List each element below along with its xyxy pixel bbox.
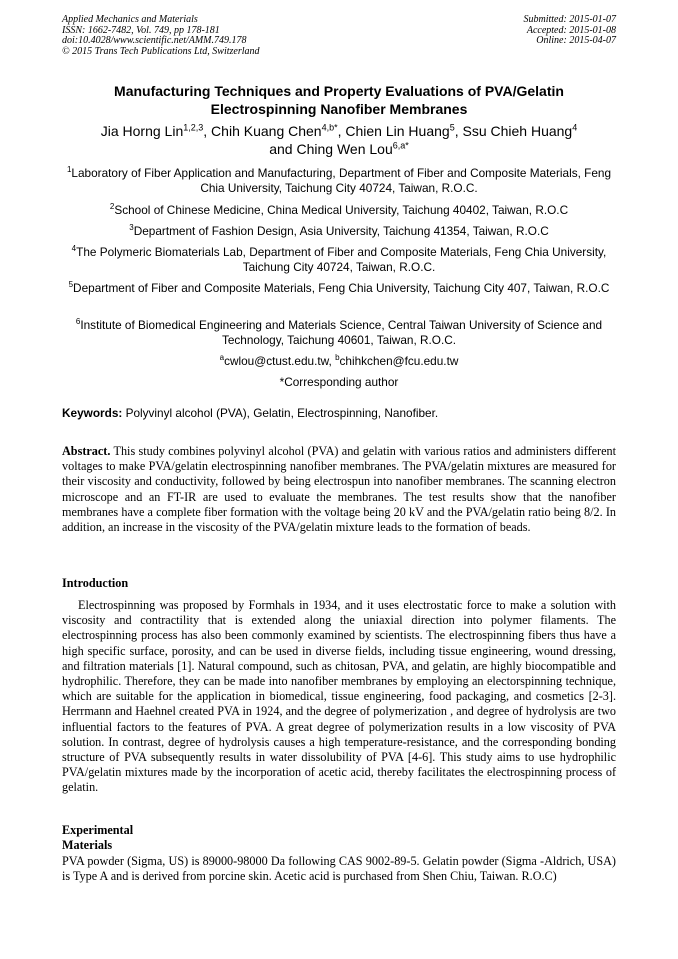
affil-sup: 6 xyxy=(75,317,81,327)
author-name: and Ching Wen Lou xyxy=(269,141,393,157)
author-affil-sup: 5 xyxy=(449,122,455,133)
author-list xyxy=(30,122,648,158)
experimental-heading: Experimental xyxy=(62,823,134,837)
author-name: , Ssu Chieh Huang xyxy=(454,123,573,139)
journal-name: Applied Mechanics and Materials xyxy=(62,14,198,25)
corresponding-author-note: *Corresponding author xyxy=(279,375,399,389)
introduction-heading: Introduction xyxy=(62,576,129,590)
journal-header-left xyxy=(62,15,260,57)
title-line-2: Electrospinning Nanofiber Membranes xyxy=(210,101,468,117)
author-name: , Chih Kuang Chen xyxy=(203,123,322,139)
affil-sup: 2 xyxy=(109,202,115,212)
email-line xyxy=(62,354,616,369)
author-name: Jia Horng Lin xyxy=(100,123,184,139)
authors-line-1 xyxy=(30,122,648,140)
materials-text: PVA powder (Sigma, US) is 89000-98000 Da following CAS 9002-89-5. Gelatin powder (Sigma -Aldrich, USA) is Type A and is derived from porcine skin. Acetic acid is purchased from Shen Chiu, Taiwan. R.O.C) xyxy=(62,854,616,884)
materials-subheading: Materials xyxy=(62,838,113,852)
abstract xyxy=(62,444,616,535)
keywords-label: Keywords: xyxy=(62,406,123,420)
affil-text: Department of Fiber and Composite Materials, Feng Chia University, Taichung City 407, Taiwan, R.O.C xyxy=(73,281,610,295)
affil-text: Institute of Biomedical Engineering and Materials Science, Central Taiwan University of Science and Technology, Taichung 40601, Taiwan, R.O.C. xyxy=(80,318,603,347)
affil-sup: 4 xyxy=(71,244,77,254)
abstract-text: This study combines polyvinyl alcohol (PVA) and gelatin with various ratios and administers different voltages to make PVA/gelatin electrospinning nanofiber membranes. The PVA/gelatin mixtures are measured for their viscosity and conductivity, followed by being electrospun into nanofiber membranes. The scanning electron microscope and an FT-IR are used to evaluate the membranes. The test results show that the nanofiber membranes have a complete fiber formation with the voltage being 20 kV and the PVA/gelatin ratio being 8/2. In addition, an increase in the viscosity of the PVA/gelatin mixture leads to the formation of beads. xyxy=(62,444,616,535)
keywords xyxy=(62,406,616,421)
affiliation-3 xyxy=(62,224,616,239)
affil-sup: 5 xyxy=(68,280,74,290)
affil-text: Laboratory of Fiber Application and Manufacturing, Department of Fiber and Composite Materials, Feng Chia University, Taichung City 40724, Taiwan, R.O.C. xyxy=(71,166,612,195)
affil-sup: 3 xyxy=(129,223,134,233)
affil-text: The Polymeric Biomaterials Lab, Department of Fiber and Composite Materials, Feng Chia University, Taichung City 40724, Taiwan, R.O.C. xyxy=(76,245,607,274)
affiliation-6 xyxy=(62,318,616,348)
email-address: cwlou@ctust.edu.tw, xyxy=(224,354,336,368)
affil-sup: 1 xyxy=(66,165,72,175)
doi-line: doi:10.4028/www.scientific.net/AMM.749.178 xyxy=(62,35,247,46)
copyright-line: © 2015 Trans Tech Publications Ltd, Switzerland xyxy=(62,45,260,57)
abstract-label: Abstract. xyxy=(62,444,111,458)
author-affil-sup: 4 xyxy=(572,122,578,133)
issn-line: ISSN: 1662-7482, Vol. 749, pp 178-181 xyxy=(62,24,220,36)
affiliation-4 xyxy=(62,245,616,275)
authors-line-2 xyxy=(30,140,648,158)
affil-text: School of Chinese Medicine, China Medical University, Taichung 40402, Taiwan, R.O.C xyxy=(114,203,569,217)
email-sup: a xyxy=(219,353,225,363)
affil-text: Department of Fashion Design, Asia University, Taichung 41354, Taiwan, R.O.C xyxy=(133,224,549,238)
affiliation-2 xyxy=(62,203,616,218)
email-sup: b xyxy=(335,353,340,363)
introduction-text: Electrospinning was proposed by Formhals in 1934, and it uses electrostatic force to make a solution with viscosity and contractility that is extended along the uniaxial direction into polymer filaments. The electrospinning process has also been commonly examined by scientists. The electrospinning fibers thus have a high specific surface, porosity, and can be used in diverse fields, including tissue engineering, wound dressing, and filtration materials [1]. Natural compound, such as chitosan, PVA, and gelatin, are highly biocompatible and hydrophilic. Therefore, they can be made into nanofiber membranes by employing an electorspinning technique, which are suitable for the application in biomedical, tissue engineering, food packaging, and cosmetics [2-3]. Herrmann and Haehnel created PVA in 1924, and the degree of polymerization , and degree of hydrolysis are two influential factors to the features of PVA. A great degree of polymerization results in a low viscosity of PVA solution. In contrast, degree of hydrolysis causes a high temperature-resistance, and the corresponding bonding structure of PVA subsequently results in water dissolubility of PVA [4-6]. This study aims to use hydrophilic PVA/gelatin mixtures made by the incorporation of acetic acid, thereby facilitates the electrospinning process of gelatin. xyxy=(62,598,616,795)
author-affil-sup: 1,2,3 xyxy=(183,122,204,133)
author-affil-sup: 4,b* xyxy=(321,122,338,133)
journal-header-right xyxy=(524,15,617,47)
author-affil-sup: 6,a* xyxy=(392,140,409,151)
paper-title xyxy=(40,82,638,118)
email-address: chihkchen@fcu.edu.tw xyxy=(339,354,459,368)
online-date: Online: 2015-04-07 xyxy=(536,35,616,46)
accepted-date: Accepted: 2015-01-08 xyxy=(526,24,616,36)
affiliation-5 xyxy=(62,281,616,296)
title-line-1: Manufacturing Techniques and Property Evaluations of PVA/Gelatin xyxy=(114,83,564,99)
submitted-date: Submitted: 2015-01-07 xyxy=(523,14,616,25)
keywords-text: Polyvinyl alcohol (PVA), Gelatin, Electrospinning, Nanofiber. xyxy=(122,406,439,420)
author-name: , Chien Lin Huang xyxy=(337,123,450,139)
affiliation-1 xyxy=(62,166,616,196)
